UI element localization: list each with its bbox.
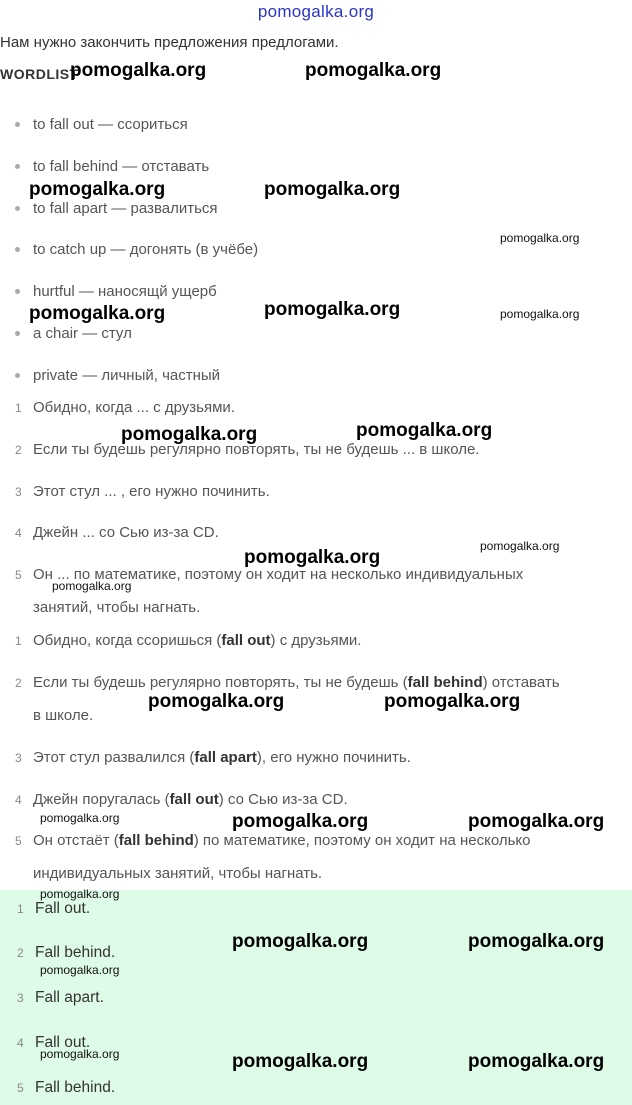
answer-item: Fall behind.: [35, 944, 116, 961]
bullet-icon: [15, 373, 20, 378]
bullet-icon: [15, 164, 20, 169]
bullet-icon: [15, 331, 20, 336]
watermark: pomogalka.org: [468, 931, 605, 952]
answer-item: Fall apart.: [35, 989, 104, 1006]
task-number: 4: [15, 526, 22, 540]
task-number: 2: [15, 443, 22, 457]
bullet-icon: [15, 289, 20, 294]
watermark: pomogalka.org: [500, 231, 580, 245]
watermark: pomogalka.org: [384, 691, 521, 712]
watermark: pomogalka.org: [52, 579, 132, 593]
watermark: pomogalka.org: [148, 691, 285, 712]
wordlist-heading: WORDLIST: [0, 66, 79, 82]
answer-number: 5: [17, 1081, 24, 1095]
watermark: pomogalka.org: [264, 179, 401, 200]
wordlist-item: to fall apart — развалиться: [15, 200, 218, 217]
wordlist-item: to catch up — догонять (в учёбе): [15, 241, 258, 258]
task-sentence: Если ты будешь регулярно повторять, ты не будешь ... в школе.: [33, 441, 480, 458]
watermark: pomogalka.org: [264, 299, 401, 320]
watermark: pomogalka.org: [305, 60, 442, 81]
filled-sentence: Джейн поругалась (fall out) со Сью из-за CD.: [33, 791, 348, 808]
filled-number: 4: [15, 793, 22, 807]
watermark: pomogalka.org: [40, 887, 120, 901]
watermark: pomogalka.org: [356, 420, 493, 441]
watermark: pomogalka.org: [480, 539, 560, 553]
watermark: pomogalka.org: [121, 424, 258, 445]
task-sentence: Он ... по математике, поэтому он ходит на несколько индивидуальных: [33, 566, 524, 583]
site-link[interactable]: pomogalka.org: [257, 2, 375, 21]
watermark: pomogalka.org: [40, 963, 120, 977]
answer-item: Fall out.: [35, 1034, 91, 1051]
filled-number: 2: [15, 676, 22, 690]
bullet-icon: [15, 122, 20, 127]
task-sentence-continued: занятий, чтобы нагнать.: [33, 599, 201, 616]
bullet-icon: [15, 206, 20, 211]
task-number: 1: [15, 401, 22, 415]
filled-sentence-continued: в школе.: [33, 707, 94, 724]
answer-item: Fall out.: [35, 900, 91, 917]
filled-sentence: Этот стул развалился (fall apart), его нужно починить.: [33, 749, 411, 766]
task-sentence: Джейн ... со Сью из-за CD.: [33, 524, 219, 541]
watermark: pomogalka.org: [232, 931, 369, 952]
filled-sentence: Если ты будешь регулярно повторять, ты не будешь (fall behind) отставать: [33, 674, 560, 691]
answer-item: Fall behind.: [35, 1079, 116, 1096]
task-sentence: Этот стул ... , его нужно починить.: [33, 483, 270, 500]
watermark: pomogalka.org: [40, 1047, 120, 1061]
answer-number: 4: [17, 1036, 24, 1050]
filled-number: 1: [15, 634, 22, 648]
wordlist-item: private — личный, частный: [15, 367, 220, 384]
watermark: pomogalka.org: [70, 60, 207, 81]
answer-number: 1: [17, 902, 24, 916]
wordlist-item: a chair — стул: [15, 325, 132, 342]
answer-number: 3: [17, 991, 24, 1005]
filled-sentence: Он отстаёт (fall behind) по математике, поэтому он ходит на несколько: [33, 832, 531, 849]
filled-sentence-continued: индивидуальных занятий, чтобы нагнать.: [33, 865, 323, 882]
filled-sentence: Обидно, когда ссоришься (fall out) с друзьями.: [33, 632, 362, 649]
watermark: pomogalka.org: [40, 811, 120, 825]
watermark: pomogalka.org: [468, 811, 605, 832]
task-number: 5: [15, 568, 22, 582]
instruction-text: Нам нужно закончить предложения предлогами.: [0, 34, 339, 51]
bullet-icon: [15, 247, 20, 252]
answer-number: 2: [17, 946, 24, 960]
wordlist-item: to fall behind — отставать: [15, 158, 209, 175]
filled-number: 5: [15, 834, 22, 848]
watermark: pomogalka.org: [232, 811, 369, 832]
watermark: pomogalka.org: [468, 1051, 605, 1072]
wordlist-item: hurtful — наносящй ущерб: [15, 283, 217, 300]
watermark: pomogalka.org: [500, 307, 580, 321]
wordlist-item: to fall out — ссориться: [15, 116, 188, 133]
task-sentence: Обидно, когда ... с друзьями.: [33, 399, 235, 416]
task-number: 3: [15, 485, 22, 499]
watermark: pomogalka.org: [29, 179, 166, 200]
watermark: pomogalka.org: [244, 547, 381, 568]
watermark: pomogalka.org: [29, 303, 166, 324]
filled-number: 3: [15, 751, 22, 765]
watermark: pomogalka.org: [232, 1051, 369, 1072]
